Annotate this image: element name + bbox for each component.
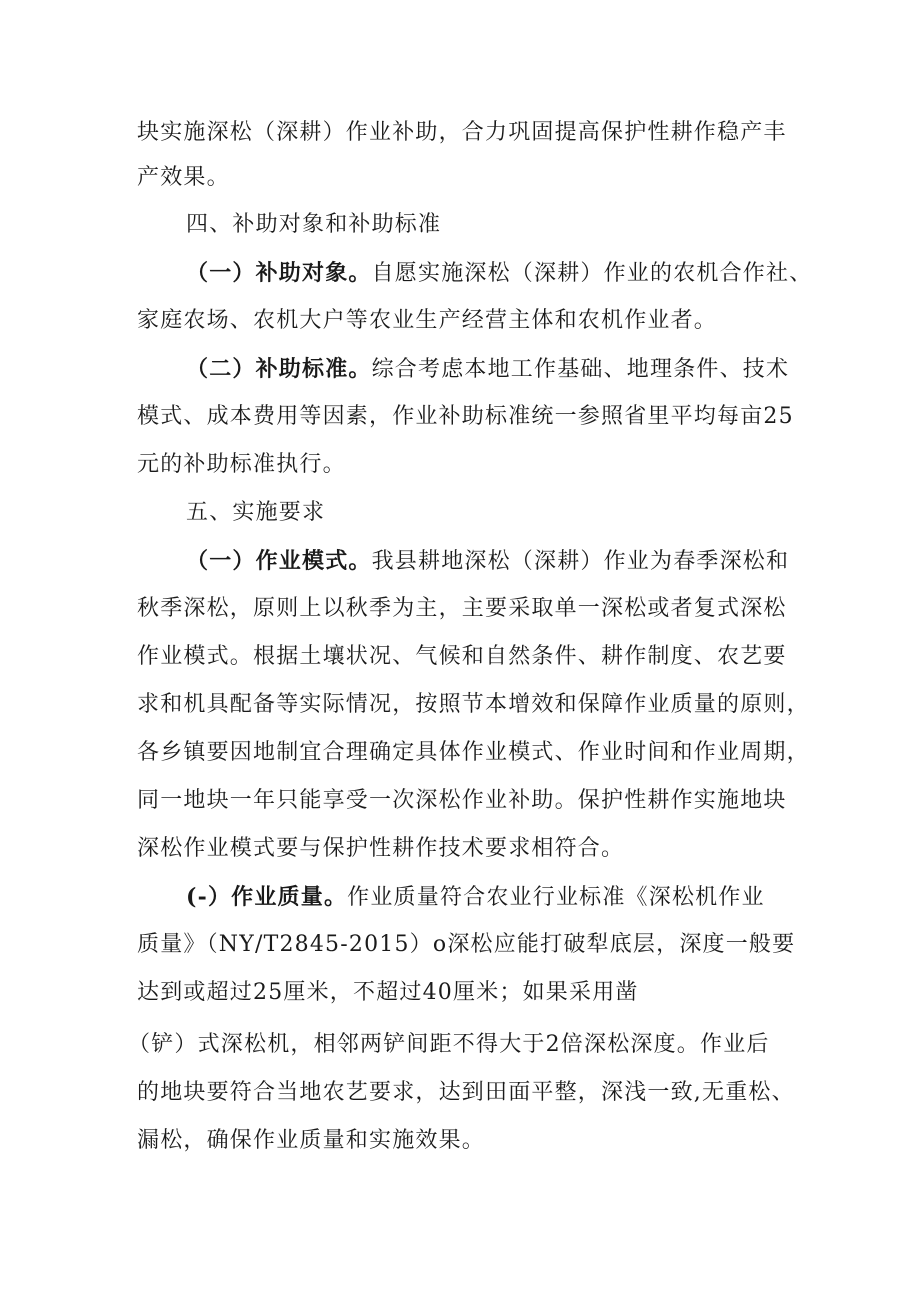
paragraph-line: 深松作业模式要与保护性耕作技术要求相符合。	[137, 836, 625, 861]
section-heading: 五、实施要求	[186, 500, 326, 525]
paragraph-text: 我县耕地深松（深耕）作业为春季深松和	[371, 549, 790, 574]
paragraph-line: 模式、成本费用等因素，作业补助标准统一参照省里平均每亩25	[137, 404, 794, 429]
paragraph-line: 各乡镇要因地制宜合理确定具体作业模式、作业时间和作业周期，	[137, 740, 810, 765]
subsection-title: （二）补助标准。	[186, 356, 372, 382]
paragraph-line	[186, 354, 866, 385]
paragraph-text: 综合考虑本地工作基础、地理条件、技术	[371, 357, 790, 382]
paragraph-line: 秋季深松，原则上以秋季为主，主要采取单一深松或者复式深松	[137, 596, 787, 621]
paragraph-line: 作业模式。根据土壤状况、气候和自然条件、耕作制度、农艺要	[137, 644, 787, 669]
paragraph-line: 漏松，确保作业质量和实施效果。	[137, 1128, 486, 1153]
subsection-title: (-）作业质量。	[186, 884, 348, 910]
paragraph-line: 块实施深松（深耕）作业补助，合力巩固提高保护性耕作稳产丰	[137, 120, 787, 145]
paragraph-text: 作业质量符合农业行业标准《深松机作业	[347, 885, 765, 910]
paragraph-line	[186, 882, 866, 913]
paragraph-line: 元的补助标准执行。	[137, 452, 346, 477]
paragraph-line	[186, 258, 866, 289]
section-heading: 四、补助对象和补助标准	[186, 212, 442, 237]
subsection-title: （一）作业模式。	[186, 548, 372, 574]
paragraph-text: 自愿实施深松（深耕）作业的农机合作社、	[371, 261, 813, 286]
paragraph-line: 求和机具配备等实际情况，按照节本增效和保障作业质量的原则，	[137, 692, 810, 717]
paragraph-line: （铲）式深松机，相邻两铲间距不得大于2倍深松深度。作业后	[128, 1032, 770, 1057]
paragraph-line: 家庭农场、农机大户等农业生产经营主体和农机作业者。	[137, 308, 718, 333]
paragraph-line: 同一地块一年只能享受一次深松作业补助。保护性耕作实施地块	[137, 788, 787, 813]
subsection-title: （一）补助对象。	[186, 260, 372, 286]
paragraph-line: 产效果。	[137, 165, 230, 190]
paragraph-line: 质量》（NY/T2845-2015）o深松应能打破犁底层，深度一般要	[137, 932, 796, 957]
paragraph-line	[186, 546, 866, 577]
paragraph-line: 的地块要符合当地农艺要求，达到田面平整，深浅一致,无重松、	[137, 1080, 795, 1105]
paragraph-line: 达到或超过25厘米，不超过40厘米；如果采用凿	[137, 980, 639, 1005]
